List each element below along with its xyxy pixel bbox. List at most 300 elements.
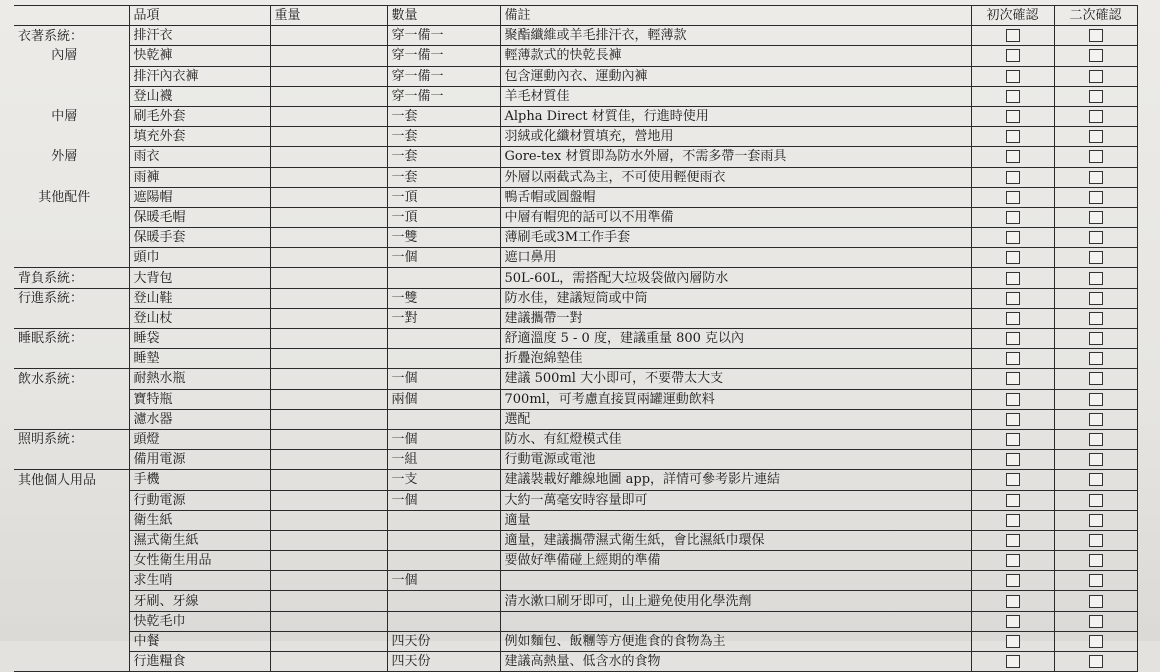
note-cell: 遮口鼻用 [500, 248, 971, 268]
first-check-cell [971, 429, 1054, 449]
quantity-cell: 穿一備一 [387, 26, 500, 46]
weight-cell [270, 591, 387, 611]
note-cell: 行動電源或電池 [500, 450, 971, 470]
table-row [14, 207, 1137, 227]
second-check-cell [1054, 228, 1137, 248]
first-check-checkbox[interactable] [1006, 150, 1020, 163]
item-cell: 睡墊 [129, 349, 270, 369]
weight-cell [270, 450, 387, 470]
second-check-checkbox[interactable] [1089, 49, 1103, 62]
second-check-checkbox[interactable] [1089, 231, 1103, 244]
second-check-checkbox[interactable] [1089, 211, 1103, 224]
first-check-checkbox[interactable] [1006, 191, 1020, 204]
second-check-cell [1054, 268, 1137, 288]
first-check-cell [971, 490, 1054, 510]
second-check-cell [1054, 591, 1137, 611]
second-check-checkbox[interactable] [1089, 372, 1103, 385]
weight-cell [270, 571, 387, 591]
system-cell [14, 127, 129, 147]
quantity-cell: 穿一備一 [387, 66, 500, 86]
second-check-cell [1054, 248, 1137, 268]
table-row [14, 450, 1137, 470]
system-cell [14, 510, 129, 530]
second-check-checkbox[interactable] [1089, 332, 1103, 345]
quantity-cell: 一套 [387, 167, 500, 187]
first-check-checkbox[interactable] [1006, 171, 1020, 184]
second-check-checkbox[interactable] [1089, 595, 1103, 608]
first-check-cell [971, 611, 1054, 631]
second-check-cell [1054, 631, 1137, 651]
note-cell: 防水佳，建議短筒或中筒 [500, 288, 971, 308]
first-check-checkbox[interactable] [1006, 595, 1020, 608]
table-row [14, 470, 1137, 490]
table-row [14, 530, 1137, 550]
first-check-checkbox[interactable] [1006, 655, 1020, 668]
table-row [14, 631, 1137, 651]
system-cell: 照明系統： [18, 432, 84, 448]
item-cell: 雨衣 [129, 147, 270, 167]
weight-cell [270, 46, 387, 66]
first-check-cell [971, 389, 1054, 409]
first-check-checkbox[interactable] [1006, 615, 1020, 628]
table-row [14, 66, 1137, 86]
second-check-cell [1054, 571, 1137, 591]
quantity-cell [387, 349, 500, 369]
weight-cell [270, 429, 387, 449]
second-check-cell [1054, 450, 1137, 470]
system-cell [14, 248, 129, 268]
second-check-cell [1054, 389, 1137, 409]
first-check-cell [971, 409, 1054, 429]
first-check-cell [971, 571, 1054, 591]
item-cell: 求生哨 [129, 571, 270, 591]
table-row [14, 510, 1137, 530]
header-first-check: 初次確認 [971, 6, 1054, 26]
note-cell: 例如麵包、飯糰等方便進食的食物為主 [500, 631, 971, 651]
first-check-checkbox[interactable] [1006, 534, 1020, 547]
weight-cell [270, 248, 387, 268]
second-check-checkbox[interactable] [1089, 433, 1103, 446]
table-row [14, 187, 1137, 207]
system-cell [14, 631, 129, 651]
system-cell [14, 591, 129, 611]
weight-cell [270, 228, 387, 248]
second-check-cell [1054, 611, 1137, 631]
system-cell [14, 349, 129, 369]
item-cell: 雨褲 [129, 167, 270, 187]
weight-cell [270, 187, 387, 207]
item-cell: 女性衛生用品 [129, 551, 270, 571]
first-check-checkbox[interactable] [1006, 231, 1020, 244]
item-cell: 登山鞋 [129, 288, 270, 308]
weight-cell [270, 86, 387, 106]
system-cell: 衣著系統： [18, 28, 84, 44]
item-cell: 填充外套 [129, 127, 270, 147]
item-cell: 快乾褲 [129, 46, 270, 66]
quantity-cell [387, 530, 500, 550]
system-cell [14, 611, 129, 631]
quantity-cell: 四天份 [387, 652, 500, 672]
second-check-cell [1054, 510, 1137, 530]
second-check-checkbox[interactable] [1089, 171, 1103, 184]
second-check-cell [1054, 167, 1137, 187]
first-check-checkbox[interactable] [1006, 130, 1020, 143]
system-cell: 飲水系統： [18, 371, 84, 387]
header-weight: 重量 [270, 6, 387, 26]
second-check-checkbox[interactable] [1089, 615, 1103, 628]
second-check-checkbox[interactable] [1089, 574, 1103, 587]
first-check-cell [971, 66, 1054, 86]
item-cell: 排汗內衣褲 [129, 66, 270, 86]
gear-checklist-table [14, 5, 1138, 672]
second-check-checkbox[interactable] [1089, 514, 1103, 527]
item-cell: 行進糧食 [129, 652, 270, 672]
first-check-cell [971, 450, 1054, 470]
first-check-cell [971, 329, 1054, 349]
item-cell: 耐熱水瓶 [129, 369, 270, 389]
table-row [14, 389, 1137, 409]
second-check-cell [1054, 127, 1137, 147]
second-check-checkbox[interactable] [1089, 70, 1103, 83]
table-row [14, 127, 1137, 147]
note-cell: 羊毛材質佳 [500, 86, 971, 106]
system-cell [14, 409, 129, 429]
note-cell: 中層有帽兜的話可以不用準備 [500, 207, 971, 227]
note-cell: 舒適溫度 5 - 0 度，建議重量 800 克以內 [500, 329, 971, 349]
note-cell: 選配 [500, 409, 971, 429]
note-cell: Gore-tex 材質即為防水外層，不需多帶一套雨具 [500, 147, 971, 167]
second-check-cell [1054, 66, 1137, 86]
quantity-cell: 四天份 [387, 631, 500, 651]
table-row [14, 288, 1137, 308]
item-cell: 排汗衣 [129, 26, 270, 46]
first-check-checkbox[interactable] [1006, 413, 1020, 426]
quantity-cell: 一雙 [387, 288, 500, 308]
system-cell: 中層 [51, 109, 78, 125]
second-check-cell [1054, 26, 1137, 46]
table-row [14, 329, 1137, 349]
first-check-checkbox[interactable] [1006, 292, 1020, 305]
header-second-check: 二次確認 [1054, 6, 1137, 26]
weight-cell [270, 106, 387, 126]
weight-cell [270, 207, 387, 227]
first-check-cell [971, 167, 1054, 187]
first-check-checkbox[interactable] [1006, 473, 1020, 486]
first-check-cell [971, 308, 1054, 328]
table-row [14, 147, 1137, 167]
quantity-cell [387, 611, 500, 631]
system-cell: 行進系統： [18, 290, 84, 306]
weight-cell [270, 127, 387, 147]
system-cell [14, 86, 129, 106]
second-check-checkbox[interactable] [1089, 251, 1103, 264]
item-cell: 寶特瓶 [129, 389, 270, 409]
weight-cell [270, 26, 387, 46]
quantity-cell: 一雙 [387, 228, 500, 248]
note-cell: 薄刷毛或3M工作手套 [500, 228, 971, 248]
table-row [14, 409, 1137, 429]
header-item: 品項 [129, 6, 270, 26]
second-check-cell [1054, 349, 1137, 369]
second-check-checkbox[interactable] [1089, 453, 1103, 466]
first-check-checkbox[interactable] [1006, 110, 1020, 123]
item-cell: 濕式衛生紙 [129, 530, 270, 550]
weight-cell [270, 147, 387, 167]
second-check-cell [1054, 409, 1137, 429]
system-cell [14, 571, 129, 591]
weight-cell [270, 288, 387, 308]
note-cell: Alpha Direct 材質佳，行進時使用 [500, 106, 971, 126]
item-cell: 頭燈 [129, 429, 270, 449]
quantity-cell: 一頂 [387, 187, 500, 207]
second-check-cell [1054, 46, 1137, 66]
table-row [14, 611, 1137, 631]
second-check-cell [1054, 551, 1137, 571]
table-row [14, 86, 1137, 106]
item-cell: 手機 [129, 470, 270, 490]
second-check-checkbox[interactable] [1089, 312, 1103, 325]
first-check-checkbox[interactable] [1006, 433, 1020, 446]
system-cell: 其他配件 [38, 189, 91, 205]
system-cell [14, 652, 129, 672]
table-row [14, 551, 1137, 571]
table-row [14, 429, 1137, 449]
first-check-checkbox[interactable] [1006, 494, 1020, 507]
first-check-checkbox[interactable] [1006, 29, 1020, 42]
weight-cell [270, 652, 387, 672]
table-row [14, 46, 1137, 66]
second-check-checkbox[interactable] [1089, 413, 1103, 426]
note-cell: 折疊泡綿墊佳 [500, 349, 971, 369]
table-row [14, 228, 1137, 248]
first-check-cell [971, 470, 1054, 490]
quantity-cell: 穿一備一 [387, 46, 500, 66]
first-check-checkbox[interactable] [1006, 211, 1020, 224]
first-check-cell [971, 369, 1054, 389]
note-cell: 建議裝載好離線地圖 app，詳情可參考影片連結 [500, 470, 971, 490]
quantity-cell: 一個 [387, 490, 500, 510]
note-cell [500, 571, 971, 591]
first-check-cell [971, 510, 1054, 530]
item-cell: 備用電源 [129, 450, 270, 470]
first-check-checkbox[interactable] [1006, 372, 1020, 385]
first-check-cell [971, 248, 1054, 268]
first-check-cell [971, 46, 1054, 66]
item-cell: 遮陽帽 [129, 187, 270, 207]
first-check-checkbox[interactable] [1006, 635, 1020, 648]
note-cell: 清水漱口刷牙即可，山上避免使用化學洗劑 [500, 591, 971, 611]
note-cell: 適量 [500, 510, 971, 530]
weight-cell [270, 167, 387, 187]
second-check-checkbox[interactable] [1089, 150, 1103, 163]
first-check-checkbox[interactable] [1006, 453, 1020, 466]
note-cell: 要做好準備碰上經期的準備 [500, 551, 971, 571]
system-cell [14, 308, 129, 328]
first-check-cell [971, 652, 1054, 672]
second-check-cell [1054, 329, 1137, 349]
table-row [14, 490, 1137, 510]
first-check-checkbox[interactable] [1006, 352, 1020, 365]
header-note: 備註 [500, 6, 971, 26]
weight-cell [270, 631, 387, 651]
second-check-cell [1054, 652, 1137, 672]
note-cell: 輕薄款式的快乾長褲 [500, 46, 971, 66]
table-row [14, 369, 1137, 389]
item-cell: 保暖毛帽 [129, 207, 270, 227]
system-cell: 外層 [51, 149, 78, 165]
table-row [14, 308, 1137, 328]
quantity-cell: 一支 [387, 470, 500, 490]
second-check-checkbox[interactable] [1089, 292, 1103, 305]
note-cell: 建議 500ml 大小即可，不要帶太大支 [500, 369, 971, 389]
first-check-cell [971, 26, 1054, 46]
first-check-checkbox[interactable] [1006, 70, 1020, 83]
weight-cell [270, 530, 387, 550]
second-check-cell [1054, 288, 1137, 308]
second-check-cell [1054, 490, 1137, 510]
second-check-checkbox[interactable] [1089, 29, 1103, 42]
system-cell: 其他個人用品 [18, 472, 97, 488]
second-check-cell [1054, 308, 1137, 328]
item-cell: 牙刷、牙線 [129, 591, 270, 611]
weight-cell [270, 268, 387, 288]
system-cell [14, 450, 129, 470]
system-cell [14, 490, 129, 510]
weight-cell [270, 308, 387, 328]
quantity-cell: 一個 [387, 429, 500, 449]
quantity-cell: 一對 [387, 308, 500, 328]
checklist-body [14, 26, 1137, 672]
second-check-cell [1054, 86, 1137, 106]
second-check-checkbox[interactable] [1089, 191, 1103, 204]
quantity-cell [387, 409, 500, 429]
system-cell [14, 228, 129, 248]
first-check-checkbox[interactable] [1006, 272, 1020, 285]
note-cell: 大約一萬毫安時容量即可 [500, 490, 971, 510]
first-check-cell [971, 631, 1054, 651]
second-check-checkbox[interactable] [1089, 272, 1103, 285]
note-cell: 包含運動內衣、運動內褲 [500, 66, 971, 86]
weight-cell [270, 510, 387, 530]
note-cell: 700ml，可考慮直接買兩罐運動飲料 [500, 389, 971, 409]
first-check-checkbox[interactable] [1006, 514, 1020, 527]
system-cell [14, 551, 129, 571]
item-cell: 濾水器 [129, 409, 270, 429]
first-check-checkbox[interactable] [1006, 332, 1020, 345]
second-check-checkbox[interactable] [1089, 473, 1103, 486]
first-check-checkbox[interactable] [1006, 312, 1020, 325]
weight-cell [270, 611, 387, 631]
system-cell [14, 389, 129, 409]
system-cell: 睡眠系統： [18, 331, 84, 347]
note-cell: 外層以兩截式為主，不可使用輕便雨衣 [500, 167, 971, 187]
quantity-cell [387, 591, 500, 611]
second-check-cell [1054, 187, 1137, 207]
first-check-cell [971, 551, 1054, 571]
weight-cell [270, 389, 387, 409]
second-check-checkbox[interactable] [1089, 554, 1103, 567]
quantity-cell: 一個 [387, 248, 500, 268]
second-check-cell [1054, 147, 1137, 167]
second-check-checkbox[interactable] [1089, 635, 1103, 648]
first-check-cell [971, 147, 1054, 167]
note-cell [500, 611, 971, 631]
table-row [14, 571, 1137, 591]
first-check-cell [971, 106, 1054, 126]
table-row [14, 248, 1137, 268]
item-cell: 大背包 [129, 268, 270, 288]
second-check-checkbox[interactable] [1089, 393, 1103, 406]
second-check-cell [1054, 207, 1137, 227]
second-check-cell [1054, 369, 1137, 389]
weight-cell [270, 551, 387, 571]
system-cell: 背負系統： [14, 268, 129, 288]
first-check-cell [971, 349, 1054, 369]
first-check-cell [971, 268, 1054, 288]
first-check-checkbox[interactable] [1006, 90, 1020, 103]
item-cell: 睡袋 [129, 329, 270, 349]
first-check-checkbox[interactable] [1006, 49, 1020, 62]
item-cell: 刷毛外套 [129, 106, 270, 126]
table-row [14, 349, 1137, 369]
system-cell [14, 66, 129, 86]
first-check-cell [971, 288, 1054, 308]
system-cell [14, 530, 129, 550]
system-cell [14, 167, 129, 187]
quantity-cell [387, 329, 500, 349]
quantity-cell: 兩個 [387, 389, 500, 409]
second-check-checkbox[interactable] [1089, 534, 1103, 547]
quantity-cell: 一個 [387, 571, 500, 591]
second-check-checkbox[interactable] [1089, 110, 1103, 123]
note-cell: 鴨舌帽或圓盤帽 [500, 187, 971, 207]
weight-cell [270, 470, 387, 490]
header-system [14, 6, 129, 26]
first-check-cell [971, 530, 1054, 550]
weight-cell [270, 349, 387, 369]
quantity-cell: 穿一備一 [387, 86, 500, 106]
note-cell: 50L-60L，需搭配大垃圾袋做內層防水 [500, 268, 971, 288]
second-check-checkbox[interactable] [1089, 130, 1103, 143]
first-check-checkbox[interactable] [1006, 251, 1020, 264]
item-cell: 快乾毛巾 [129, 611, 270, 631]
first-check-checkbox[interactable] [1006, 554, 1020, 567]
item-cell: 登山杖 [129, 308, 270, 328]
second-check-checkbox[interactable] [1089, 655, 1103, 668]
first-check-checkbox[interactable] [1006, 393, 1020, 406]
weight-cell [270, 329, 387, 349]
second-check-checkbox[interactable] [1089, 494, 1103, 507]
header-row [14, 6, 1137, 26]
note-cell: 防水、有紅燈模式佳 [500, 429, 971, 449]
second-check-checkbox[interactable] [1089, 90, 1103, 103]
table-row [14, 106, 1137, 126]
quantity-cell: 一頂 [387, 207, 500, 227]
first-check-cell [971, 127, 1054, 147]
weight-cell [270, 66, 387, 86]
table-row [14, 26, 1137, 46]
second-check-cell [1054, 530, 1137, 550]
note-cell: 聚酯纖維或羊毛排汗衣，輕薄款 [500, 26, 971, 46]
note-cell: 適量，建議攜帶濕式衛生紙，會比濕紙巾環保 [500, 530, 971, 550]
first-check-checkbox[interactable] [1006, 574, 1020, 587]
second-check-checkbox[interactable] [1089, 352, 1103, 365]
quantity-cell: 一組 [387, 450, 500, 470]
system-cell [14, 207, 129, 227]
note-cell: 羽絨或化纖材質填充，營地用 [500, 127, 971, 147]
item-cell: 保暖手套 [129, 228, 270, 248]
second-check-cell [1054, 429, 1137, 449]
